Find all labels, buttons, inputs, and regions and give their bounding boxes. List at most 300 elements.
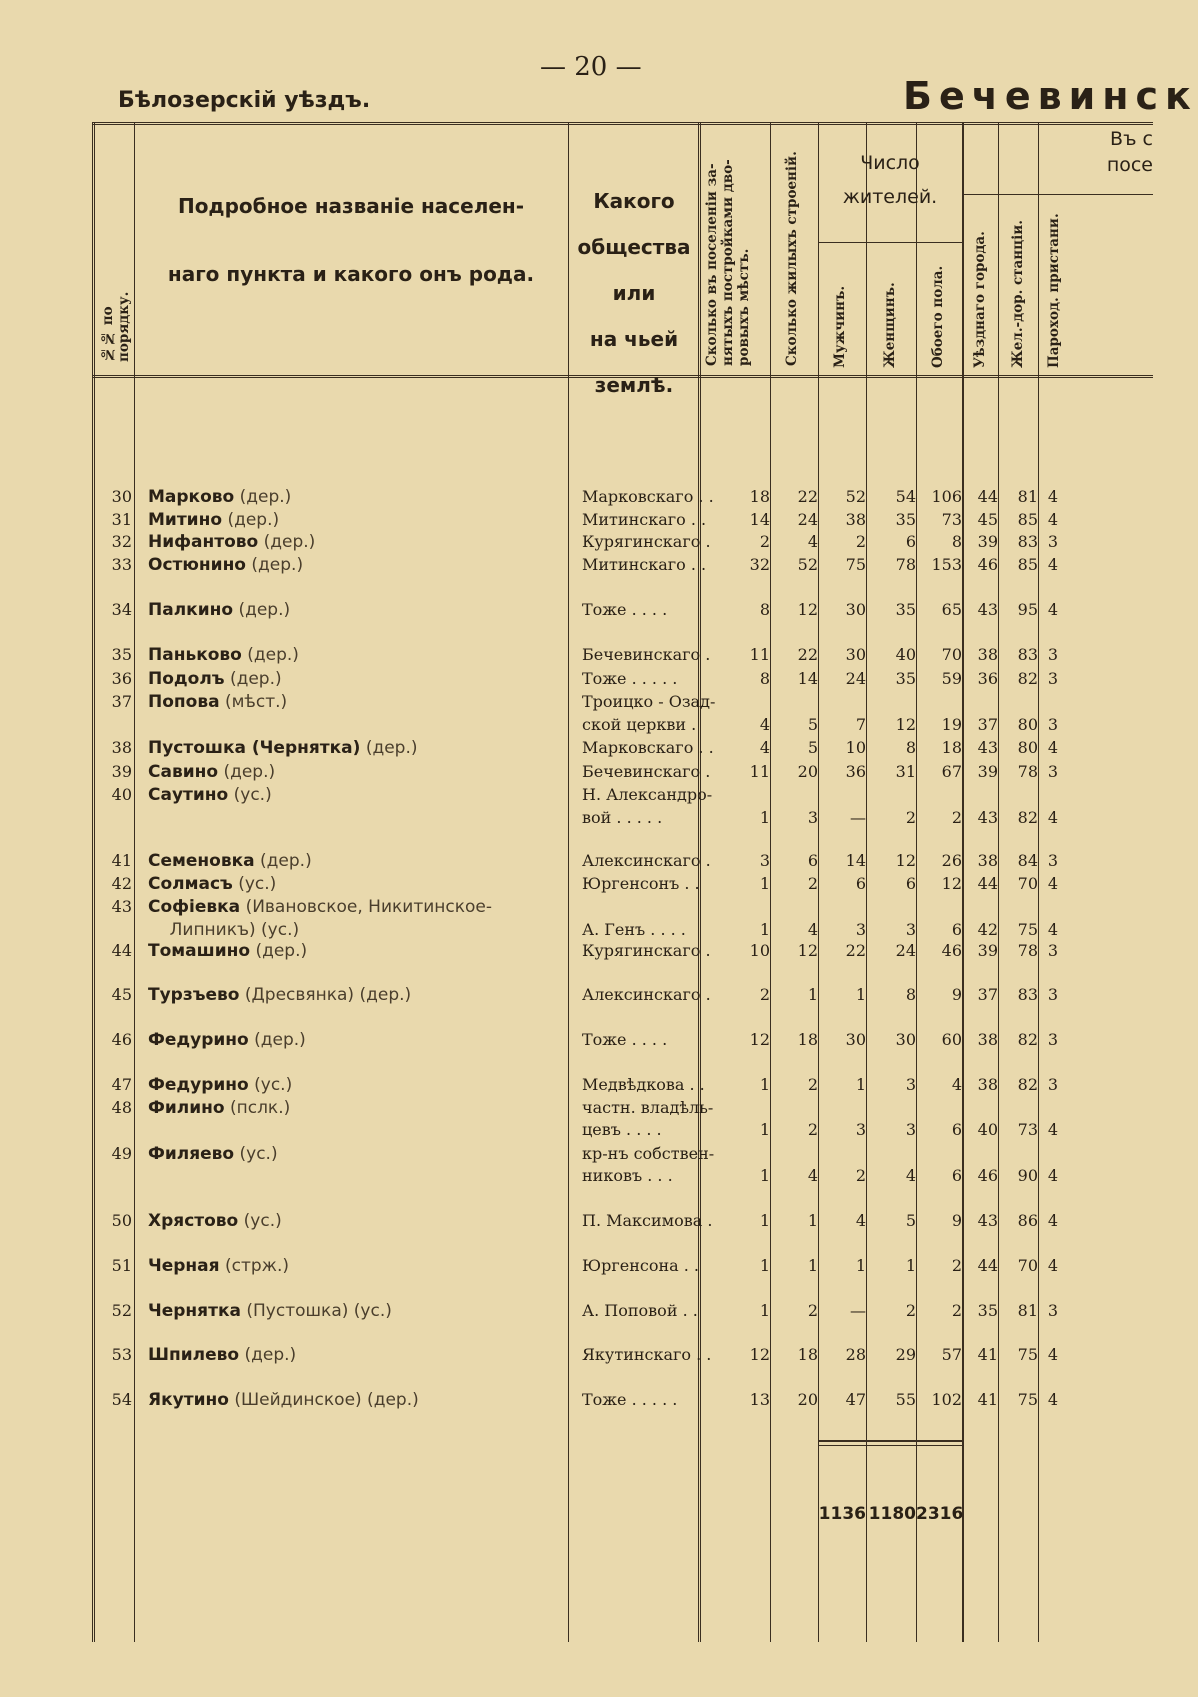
yards-count: 1 — [759, 1211, 770, 1230]
settlement-name-cell — [148, 690, 528, 714]
society: Бечевинскаго . — [582, 762, 711, 781]
settlement-name-cell — [148, 939, 528, 963]
header-both: Обоего пола. — [930, 265, 946, 368]
table-row — [92, 1096, 1153, 1120]
table-row — [92, 1254, 1153, 1278]
society: Якутинскаго . . — [582, 1345, 712, 1364]
settlements-table — [92, 122, 1153, 1642]
row-number: 31 — [111, 510, 132, 529]
settlement-kind: (дер.) — [260, 851, 312, 871]
yards-count: 4 — [759, 715, 770, 734]
dist-pier: 3 — [1047, 985, 1058, 1004]
men-count: 24 — [845, 669, 866, 688]
women-count: 55 — [895, 1390, 916, 1409]
dist-pier: 4 — [1047, 1256, 1058, 1275]
men-count: 3 — [855, 1120, 866, 1139]
dist-town: 43 — [977, 600, 998, 619]
society: частн. владѣль- — [582, 1098, 714, 1117]
men-count: 3 — [855, 920, 866, 939]
settlement-name-cell — [148, 1209, 528, 1233]
table-row — [92, 1073, 1153, 1097]
dist-pier: 4 — [1047, 808, 1058, 827]
table-row — [92, 806, 1153, 830]
header-women: Женщинъ. — [882, 282, 898, 368]
table-row — [92, 713, 1153, 737]
buildings-count: 2 — [807, 874, 818, 893]
dist-town: 44 — [977, 487, 998, 506]
women-count: 3 — [905, 920, 916, 939]
dist-pier: 3 — [1047, 645, 1058, 664]
society: Юргенсона . . — [582, 1256, 699, 1275]
women-count: 12 — [895, 851, 916, 870]
volost-title: Бечевинск — [903, 74, 1198, 118]
men-count: 4 — [855, 1211, 866, 1230]
women-count: 54 — [895, 487, 916, 506]
dist-pier: 4 — [1047, 510, 1058, 529]
dist-town: 39 — [977, 762, 998, 781]
buildings-count: 52 — [797, 555, 818, 574]
row-number: 46 — [111, 1030, 132, 1049]
dist-town: 39 — [977, 941, 998, 960]
page-header — [0, 0, 1198, 120]
buildings-count: 20 — [797, 1390, 818, 1409]
buildings-count: 14 — [797, 669, 818, 688]
settlement-name: Семеновка — [148, 851, 255, 871]
table-row — [92, 1142, 1153, 1166]
dist-rail: 90 — [1017, 1166, 1038, 1185]
buildings-count: 5 — [807, 738, 818, 757]
men-count: 38 — [845, 510, 866, 529]
table-row — [92, 849, 1153, 873]
dist-pier: 4 — [1047, 738, 1058, 757]
society: Митинскаго . . — [582, 510, 707, 529]
yards-count: 1 — [759, 874, 770, 893]
dist-town: 44 — [977, 874, 998, 893]
yards-count: 11 — [749, 762, 770, 781]
total-count: 153 — [931, 555, 962, 574]
dist-rail: 84 — [1017, 851, 1038, 870]
society: Тоже . . . . . — [582, 669, 678, 688]
dist-rail: 80 — [1017, 715, 1038, 734]
society: Марковскаго . . — [582, 487, 714, 506]
yards-count: 8 — [759, 600, 770, 619]
dist-pier: 3 — [1047, 1030, 1058, 1049]
yards-count: 1 — [759, 1301, 770, 1320]
table-row — [92, 1343, 1153, 1367]
settlement-name: Савино — [148, 762, 219, 782]
dist-town: 36 — [977, 669, 998, 688]
dist-town: 41 — [977, 1345, 998, 1364]
women-count: 3 — [905, 1075, 916, 1094]
row-number: 39 — [111, 762, 132, 781]
dist-town: 43 — [977, 808, 998, 827]
settlement-name-cell — [148, 872, 528, 896]
buildings-count: 12 — [797, 600, 818, 619]
settlement-kind: (ус.) — [243, 1211, 282, 1231]
dist-pier: 3 — [1047, 941, 1058, 960]
row-number: 42 — [111, 874, 132, 893]
total-count: 6 — [951, 1166, 962, 1185]
row-number: 33 — [111, 555, 132, 574]
society: Алексинскаго . — [582, 851, 711, 870]
total-count: 9 — [951, 985, 962, 1004]
table-row — [92, 690, 1153, 714]
women-count: 8 — [905, 738, 916, 757]
women-count: 6 — [905, 874, 916, 893]
settlement-name: Нифантово — [148, 532, 259, 552]
table-row — [92, 760, 1153, 784]
dist-rail: 75 — [1017, 920, 1038, 939]
header-yards: Сколько въ поселеніи за- нятыхъ постройками дво- ровыхъ мѣстъ. — [704, 159, 752, 366]
society: цевъ . . . . — [582, 1120, 662, 1139]
dist-pier: 3 — [1047, 1075, 1058, 1094]
settlement-kind: (дер.) — [229, 669, 282, 689]
total-count: 65 — [941, 600, 962, 619]
society: Тоже . . . . — [582, 600, 668, 619]
total-both: 2316 — [916, 1504, 964, 1524]
table-row — [92, 1209, 1153, 1233]
district-title: Бѣлозерскій уѣздъ. — [118, 88, 371, 113]
yards-count: 11 — [749, 645, 770, 664]
women-count: 29 — [895, 1345, 916, 1364]
settlement-kind: (дер.) — [239, 487, 292, 507]
men-count: 2 — [855, 1166, 866, 1185]
yards-count: 1 — [759, 808, 770, 827]
total-count: 18 — [941, 738, 962, 757]
row-number: 34 — [111, 600, 132, 619]
society: Троицко - Озад- — [582, 692, 716, 711]
dist-town: 45 — [977, 510, 998, 529]
women-count: 2 — [905, 808, 916, 827]
settlement-kind: (Дресвянка) (дер.) — [244, 985, 412, 1005]
settlement-kind: (мѣст.) — [224, 692, 288, 712]
row-number: 53 — [111, 1345, 132, 1364]
row-number: 38 — [111, 738, 132, 757]
yards-count: 32 — [749, 555, 770, 574]
dist-town: 35 — [977, 1301, 998, 1320]
buildings-count: 4 — [807, 532, 818, 551]
settlement-kind: (дер.) — [223, 762, 276, 782]
dist-town: 43 — [977, 1211, 998, 1230]
table-row — [92, 783, 1153, 807]
dist-pier: 4 — [1047, 1345, 1058, 1364]
men-count: 30 — [845, 1030, 866, 1049]
yards-count: 1 — [759, 1166, 770, 1185]
men-count: 30 — [845, 645, 866, 664]
settlement-kind: (дер.) — [244, 1345, 297, 1365]
buildings-count: 4 — [807, 1166, 818, 1185]
yards-count: 3 — [759, 851, 770, 870]
dist-pier: 3 — [1047, 1301, 1058, 1320]
dist-rail: 85 — [1017, 510, 1038, 529]
settlement-kind: (Ивановское, Никитинское- — [245, 897, 492, 917]
total-count: 2 — [951, 808, 962, 827]
settlement-name-cell — [148, 667, 528, 691]
dist-rail: 80 — [1017, 738, 1038, 757]
buildings-count: 2 — [807, 1120, 818, 1139]
total-count: 19 — [941, 715, 962, 734]
row-number: 51 — [111, 1256, 132, 1275]
dist-pier: 4 — [1047, 600, 1058, 619]
settlement-kind: (дер.) — [238, 600, 291, 620]
total-count: 8 — [951, 532, 962, 551]
settlement-name: Марково — [148, 487, 235, 507]
society: Курягинскаго . — [582, 532, 711, 551]
table-row — [92, 598, 1153, 622]
yards-count: 12 — [749, 1030, 770, 1049]
settlement-kind: (Шейдинское) (дер.) — [234, 1390, 419, 1410]
men-count: 6 — [855, 874, 866, 893]
settlement-name: Попова — [148, 692, 220, 712]
table-row — [92, 895, 1153, 919]
buildings-count: 4 — [807, 920, 818, 939]
men-count: 7 — [855, 715, 866, 734]
buildings-count: 18 — [797, 1030, 818, 1049]
dist-town: 38 — [977, 851, 998, 870]
settlement-name-cell — [148, 736, 528, 760]
row-number: 47 — [111, 1075, 132, 1094]
yards-count: 4 — [759, 738, 770, 757]
yards-count: 2 — [759, 985, 770, 1004]
table-row — [92, 1118, 1153, 1142]
dist-pier: 4 — [1047, 1166, 1058, 1185]
dist-town: 38 — [977, 1075, 998, 1094]
dist-rail: 83 — [1017, 532, 1038, 551]
settlement-name: Пустошка (Чернятка) — [148, 738, 361, 758]
women-count: 30 — [895, 1030, 916, 1049]
men-count: 28 — [845, 1345, 866, 1364]
total-count: 67 — [941, 762, 962, 781]
dist-pier: 4 — [1047, 1390, 1058, 1409]
dist-town: 38 — [977, 1030, 998, 1049]
table-row — [92, 736, 1153, 760]
settlement-name-cell — [148, 895, 528, 919]
settlement-name: Томашино — [148, 941, 251, 961]
table-row — [92, 508, 1153, 532]
total-count: 6 — [951, 920, 962, 939]
men-count: 1 — [855, 985, 866, 1004]
header-distance: Въ с посе — [1106, 128, 1153, 176]
dist-rail: 75 — [1017, 1390, 1038, 1409]
table-row — [92, 667, 1153, 691]
society: Марковскаго . . — [582, 738, 714, 757]
men-count: 36 — [845, 762, 866, 781]
men-count: 14 — [845, 851, 866, 870]
row-number: 49 — [111, 1144, 132, 1163]
settlement-name: Митино — [148, 510, 223, 530]
men-count: 47 — [845, 1390, 866, 1409]
settlement-kind: (пслк.) — [229, 1098, 291, 1118]
settlement-name: Солмасъ — [148, 874, 233, 894]
dist-town: 37 — [977, 985, 998, 1004]
men-count: 52 — [845, 487, 866, 506]
settlement-name: Палкино — [148, 600, 234, 620]
settlement-name-cell — [148, 1028, 528, 1052]
settlement-name: Черная — [148, 1256, 220, 1276]
settlement-name: Чернятка — [148, 1301, 241, 1321]
buildings-count: 22 — [797, 487, 818, 506]
society: А. Поповой . . — [582, 1301, 698, 1320]
buildings-count: 2 — [807, 1301, 818, 1320]
dist-rail: 81 — [1017, 487, 1038, 506]
buildings-count: 3 — [807, 808, 818, 827]
women-count: 40 — [895, 645, 916, 664]
society: П. Максимова . — [582, 1211, 713, 1230]
row-number: 43 — [111, 897, 132, 916]
table-row — [92, 983, 1153, 1007]
society: А. Генъ . . . . — [582, 920, 686, 939]
settlement-name: Филяево — [148, 1144, 235, 1164]
women-count: 1 — [905, 1256, 916, 1275]
dist-pier: 4 — [1047, 874, 1058, 893]
settlement-name-cell — [148, 1254, 528, 1278]
dist-rail: 82 — [1017, 669, 1038, 688]
women-count: 24 — [895, 941, 916, 960]
row-number: 30 — [111, 487, 132, 506]
society: вой . . . . . — [582, 808, 663, 827]
table-row — [92, 1028, 1153, 1052]
row-number: 44 — [111, 941, 132, 960]
yards-count: 8 — [759, 669, 770, 688]
table-row — [92, 939, 1153, 963]
row-number: 50 — [111, 1211, 132, 1230]
women-count: 35 — [895, 510, 916, 529]
dist-pier: 4 — [1047, 920, 1058, 939]
women-count: 6 — [905, 532, 916, 551]
total-count: 59 — [941, 669, 962, 688]
settlement-name: Федурино — [148, 1075, 249, 1095]
dist-rail: 75 — [1017, 1345, 1038, 1364]
yards-count: 1 — [759, 920, 770, 939]
yards-count: 1 — [759, 1075, 770, 1094]
yards-count: 13 — [749, 1390, 770, 1409]
dist-rail: 83 — [1017, 985, 1038, 1004]
women-count: 5 — [905, 1211, 916, 1230]
settlement-name: Турзъево — [148, 985, 240, 1005]
settlement-kind: (дер.) — [255, 941, 308, 961]
settlement-kind: (ус.) — [233, 785, 272, 805]
settlement-name-cell — [148, 1096, 528, 1120]
dist-town: 37 — [977, 715, 998, 734]
women-count: 8 — [905, 985, 916, 1004]
settlement-kind: (ус.) — [254, 1075, 293, 1095]
society: Тоже . . . . . — [582, 1390, 678, 1409]
dist-rail: 83 — [1017, 645, 1038, 664]
table-row — [92, 1164, 1153, 1188]
dist-town: 38 — [977, 645, 998, 664]
buildings-count: 24 — [797, 510, 818, 529]
table-row — [92, 553, 1153, 577]
settlement-kind: Липникъ) (ус.) — [148, 920, 300, 940]
buildings-count: 20 — [797, 762, 818, 781]
row-number: 40 — [111, 785, 132, 804]
settlement-kind: (стрж.) — [224, 1256, 290, 1276]
society: кр-нъ собствен- — [582, 1144, 715, 1163]
dist-town: 46 — [977, 555, 998, 574]
row-number: 52 — [111, 1301, 132, 1320]
table-row — [92, 1299, 1153, 1323]
dist-town: 46 — [977, 1166, 998, 1185]
settlement-name-cell — [148, 530, 528, 554]
settlement-name-cell — [148, 553, 528, 577]
dist-pier: 3 — [1047, 851, 1058, 870]
society: Тоже . . . . — [582, 1030, 668, 1049]
men-count: — — [850, 1301, 866, 1320]
women-count: 35 — [895, 669, 916, 688]
settlement-name: Федурино — [148, 1030, 249, 1050]
dist-rail: 95 — [1017, 600, 1038, 619]
women-count: 12 — [895, 715, 916, 734]
row-number: 37 — [111, 692, 132, 711]
buildings-count: 6 — [807, 851, 818, 870]
dist-rail: 73 — [1017, 1120, 1038, 1139]
settlement-name: Шпилево — [148, 1345, 240, 1365]
table-row — [92, 643, 1153, 667]
settlement-name-cell — [148, 983, 528, 1007]
society: Юргенсонъ . . — [582, 874, 700, 893]
header-dist-town: Уѣзднаго города. — [972, 231, 988, 368]
dist-rail: 86 — [1017, 1211, 1038, 1230]
buildings-count: 1 — [807, 985, 818, 1004]
men-count: 2 — [855, 532, 866, 551]
table-row — [92, 1388, 1153, 1412]
dist-rail: 81 — [1017, 1301, 1038, 1320]
dist-rail: 82 — [1017, 808, 1038, 827]
dist-rail: 78 — [1017, 941, 1038, 960]
buildings-count: 5 — [807, 715, 818, 734]
settlement-name: Хрястово — [148, 1211, 239, 1231]
total-count: 26 — [941, 851, 962, 870]
total-count: 2 — [951, 1256, 962, 1275]
row-number: 54 — [111, 1390, 132, 1409]
dist-town: 40 — [977, 1120, 998, 1139]
yards-count: 2 — [759, 532, 770, 551]
settlement-kind: (дер.) — [251, 555, 304, 575]
settlement-name-cell — [148, 849, 528, 873]
dist-town: 41 — [977, 1390, 998, 1409]
dist-pier: 3 — [1047, 532, 1058, 551]
settlement-name-cell — [148, 1299, 528, 1323]
settlement-kind: (ус.) — [238, 874, 277, 894]
dist-town: 39 — [977, 532, 998, 551]
settlement-kind: (дер.) — [227, 510, 280, 530]
header-society: Какого общества или на чьей землѣ. — [577, 189, 691, 397]
settlement-kind: (дер.) — [365, 738, 418, 758]
yards-count: 18 — [749, 487, 770, 506]
women-count: 2 — [905, 1301, 916, 1320]
row-number: 41 — [111, 851, 132, 870]
settlement-name: Паньково — [148, 645, 242, 665]
row-number: 45 — [111, 985, 132, 1004]
settlement-name-cell — [148, 1142, 528, 1166]
society: Алексинскаго . — [582, 985, 711, 1004]
total-count: 4 — [951, 1075, 962, 1094]
dist-rail: 70 — [1017, 1256, 1038, 1275]
buildings-count: 18 — [797, 1345, 818, 1364]
settlement-name-cell — [148, 783, 528, 807]
header-num: №№ по порядку. — [100, 291, 132, 362]
yards-count: 14 — [749, 510, 770, 529]
header-dist-pier: Пароход. пристани. — [1046, 213, 1062, 368]
women-count: 78 — [895, 555, 916, 574]
settlement-name-cell — [148, 1073, 528, 1097]
table-row — [92, 872, 1153, 896]
society: Медвѣдкова . . — [582, 1075, 705, 1094]
settlement-kind: (ус.) — [239, 1144, 278, 1164]
men-count: 1 — [855, 1256, 866, 1275]
dist-rail: 82 — [1017, 1030, 1038, 1049]
settlement-name: Филино — [148, 1098, 225, 1118]
